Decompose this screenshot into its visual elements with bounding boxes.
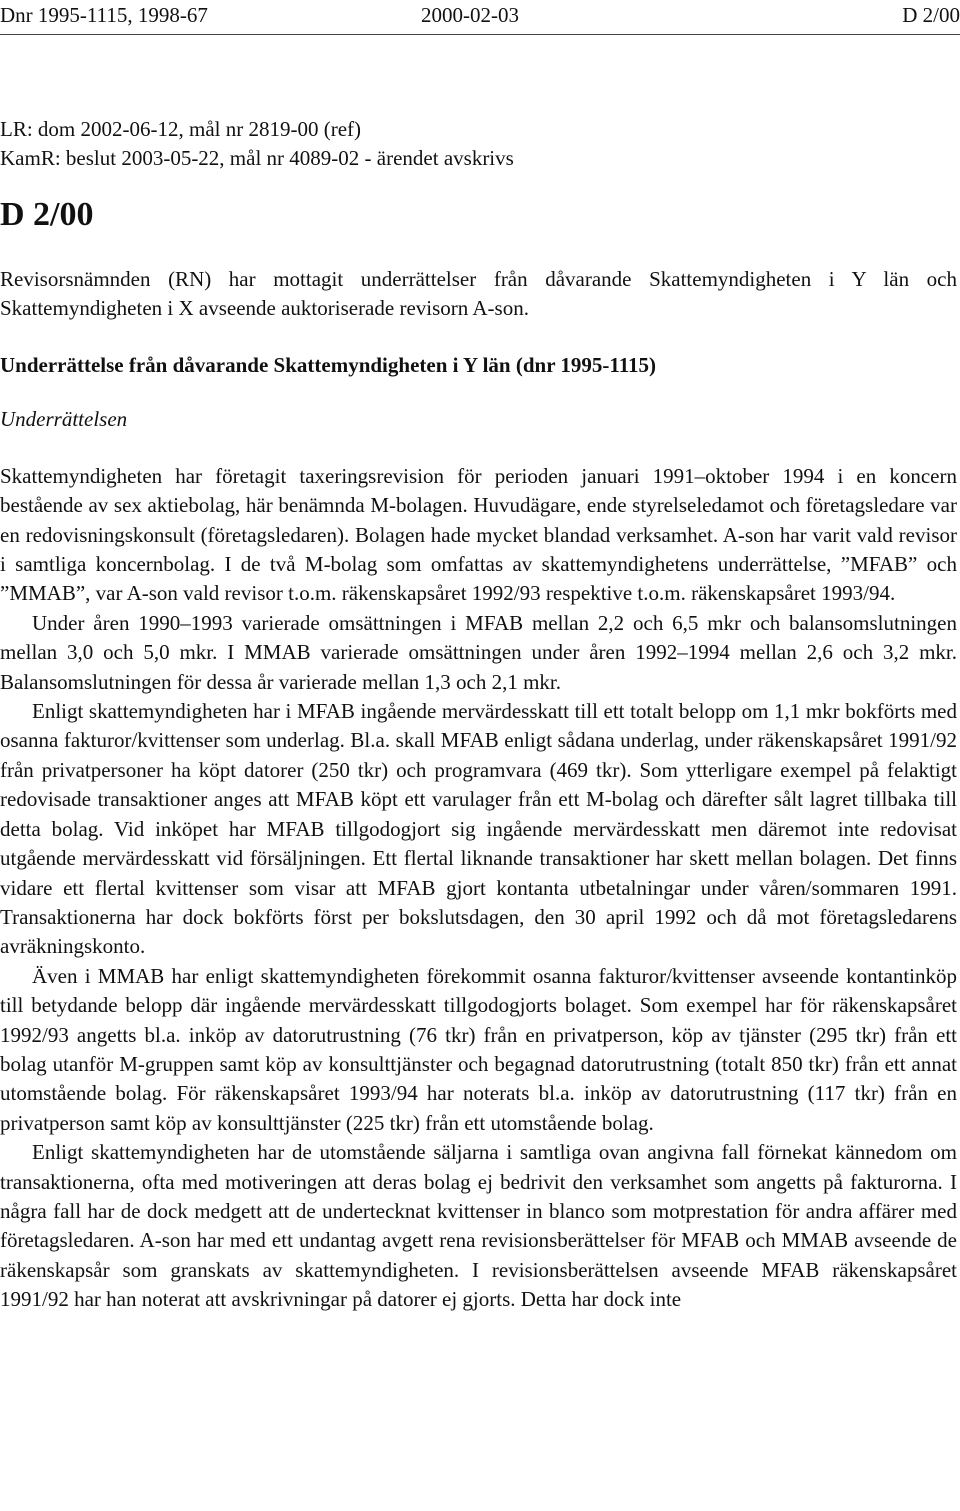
paragraph-4: Även i MMAB har enligt skattemyndigheten förekommit osanna fakturor/kvittenser avseende kontantinköp till betydande belopp där ingående mervärdesskatt tillgodogjorts bolaget. Som exempel har för räkenskapsåret 1992/93 angetts bl.a. inköp av datorutrustning (76 tkr) från en privatperson, köp av tjänster (295 tkr) från ett bolag utanför M-gruppen samt köp av konsulttjänster och begagnad datorutrustning (totalt 850 tkr) från ett annat utomstående bolag. För räkenskapsåret 1993/94 har noterats bl.a. inköp av datorutrustning (117 tkr) från en privatperson samt köp av konsulttjänster (225 tkr) från ett utomstående bolag. xyxy=(0,963,957,1135)
header-docket-numbers: Dnr 1995-1115, 1998-67 xyxy=(0,3,208,27)
section-heading: Underrättelse från dåvarande Skattemyndigheten i Y län (dnr 1995-1115) xyxy=(0,352,657,377)
document-body xyxy=(0,115,957,1315)
intro-paragraph: Revisorsnämnden (RN) har mottagit underrättelser från dåvarande Skattemyndigheten i Y län och Skattemyndigheten i X avseende auktoriserade revisorn A-son. xyxy=(0,267,957,321)
page-header xyxy=(0,0,960,35)
case-title: D 2/00 xyxy=(0,196,94,233)
paragraph-2: Under åren 1990–1993 varierade omsättningen i MFAB mellan 2,2 och 6,5 mkr och balansomslutningen mellan 3,0 och 5,0 mkr. I MMAB varierade omsättningen under åren 1992–1994 mellan 2,6 och 3,2 mkr. Balansomslutningen för dessa år varierade mellan 1,3 och 2,1 mkr. xyxy=(0,610,957,694)
reference-appeal-decision: KamR: beslut 2003-05-22, mål nr 4089-02 - ärendet avskrivs xyxy=(0,146,514,170)
paragraph-5: Enligt skattemyndigheten har de utomstående säljarna i samtliga ovan angivna fall förnekat kännedom om transaktionerna, ofta med motiveringen att deras bolag ej bedrivit den verksamhet som angetts på fakturorna. I några fall har de dock medgett att de undertecknat kvittenser in blanco som motprestation för andra affärer med företagsledaren. A-son har med ett undantag avgett rena revisionsberättelser för MFAB och MMAB avseende de räkenskapsår som granskats av skattemyndigheten. I revisionsberättelsen avseende MFAB räkenskapsåret 1991/92 har han noterat att avskrivningar på datorer ej gjorts. Detta har dock inte xyxy=(0,1140,957,1312)
header-date: 2000-02-03 xyxy=(421,3,519,27)
subheading: Underrättelsen xyxy=(0,406,128,431)
paragraph-1: Skattemyndigheten har företagit taxeringsrevision för perioden januari 1991–oktober 1994 i en koncern bestående av sex aktiebolag, här benämnda M-bolagen. Huvudägare, ende styrelseledamot och företagsledare var en redovisningskonsult (företagsledaren). Bolagen hade mycket blandad verksamhet. A-son har varit vald revisor i samtliga koncernbolag. I de två M-bolag som omfattas av skattemyndighetens underrättelse, ”MFAB” och ”MMAB”, var A-son vald revisor t.o.m. räkenskapsåret 1992/93 respektive t.o.m. räkenskapsåret 1993/94. xyxy=(0,463,957,606)
paragraph-3: Enligt skattemyndigheten har i MFAB ingående mervärdesskatt till ett totalt belopp om 1,1 mkr bokförts med osanna fakturor/kvittenser som underlag. Bl.a. skall MFAB enligt sådana underlag, under räkenskapsåret 1991/92 från privatpersoner ha köpt datorer (250 tkr) och programvara (469 tkr). Som ytterligare exempel på felaktigt redovisade transaktioner anges att MFAB köpt ett varulager från ett M-bolag och därefter sålt lagret tillbaka till detta bolag. Vid inköpet har MFAB tillgodogjort sig ingående mervärdesskatt men däremot inte redovisat utgående mervärdesskatt vid försäljningen. Ett flertal liknande transaktioner har skett mellan bolagen. Det finns vidare ett flertal kvittenser som visar att MFAB gjort kontanta utbetalningar under våren/sommaren 1991. Transaktionerna har dock bokförts först per bokslutsdagen, den 30 april 1992 och då mot företagsledarens avräkningskonto. xyxy=(0,699,957,959)
header-case-number: D 2/00 xyxy=(902,3,960,27)
reference-court-ruling: LR: dom 2002-06-12, mål nr 2819-00 (ref) xyxy=(0,117,362,141)
